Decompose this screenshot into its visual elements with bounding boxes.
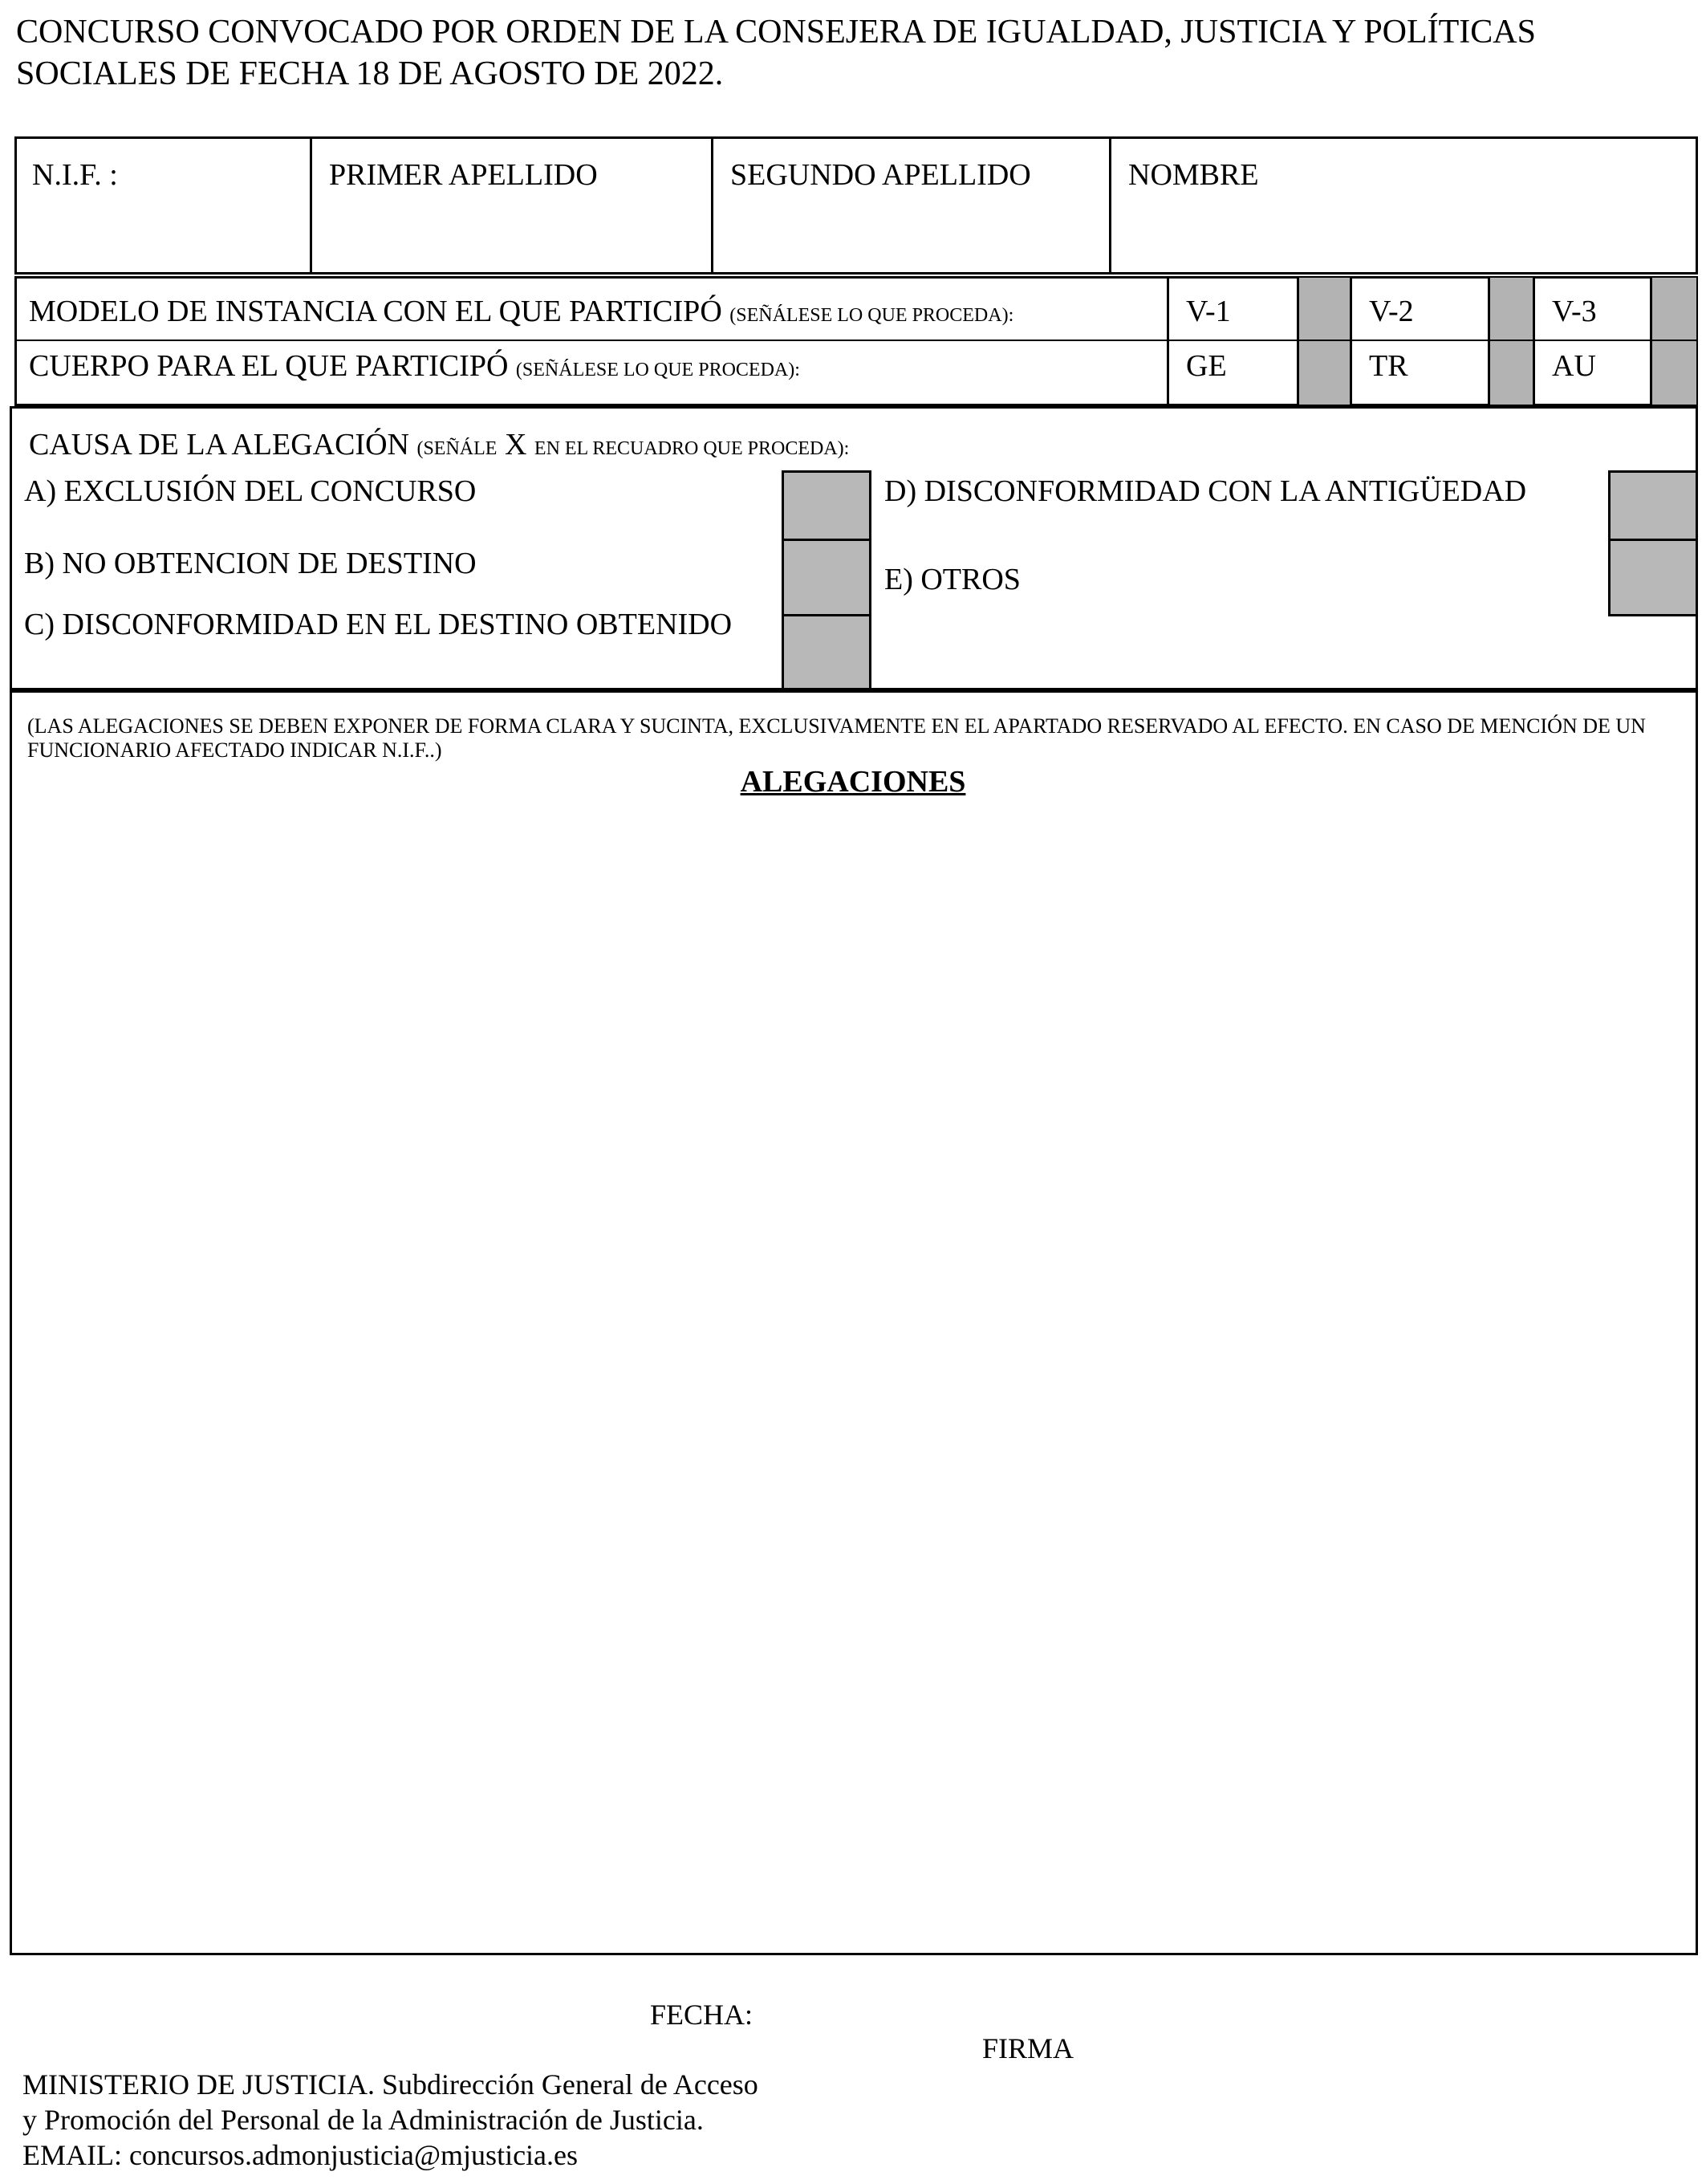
- causa-option-c: C) DISCONFORMIDAD EN EL DESTINO OBTENIDO: [24, 608, 733, 641]
- checkbox-a[interactable]: [782, 470, 871, 541]
- firma-label: FIRMA: [982, 2032, 1074, 2064]
- checkbox-e[interactable]: [1608, 539, 1698, 616]
- alegaciones-heading: ALEGACIONES: [740, 765, 966, 799]
- title-line-2: SOCIALES DE FECHA 18 DE AGOSTO DE 2022.: [16, 55, 724, 92]
- email-line: EMAIL: concursos.admonjusticia@mjusticia.es: [22, 2139, 579, 2171]
- cuerpo-label: CUERPO PARA EL QUE PARTICIPÓ (SEÑÁLESE LO QUE PROCEDA):: [29, 349, 800, 383]
- causa-option-b: B) NO OBTENCION DE DESTINO: [24, 547, 477, 580]
- alegaciones-box[interactable]: [10, 690, 1698, 1955]
- checkbox-b[interactable]: [782, 539, 871, 616]
- checkbox-d[interactable]: [1608, 470, 1698, 541]
- option-v2[interactable]: V-2: [1369, 295, 1414, 328]
- title-line-1: CONCURSO CONVOCADO POR ORDEN DE LA CONSEJERA DE IGUALDAD, JUSTICIA Y POLÍTICAS: [16, 14, 1536, 51]
- causa-option-a: A) EXCLUSIÓN DEL CONCURSO: [24, 474, 477, 508]
- alegaciones-note: (LAS ALEGACIONES SE DEBEN EXPONER DE FORMA CLARA Y SUCINTA, EXCLUSIVAMENTE EN EL APARTADO RESERVADO AL EFECTO. EN CASO DE MENCIÓN DE UN FUNCIONARIO AFECTADO INDICAR N.I.F..): [27, 714, 1646, 762]
- checkbox-c[interactable]: [782, 614, 871, 690]
- option-tr[interactable]: TR: [1369, 349, 1408, 383]
- ministry-line-2: y Promoción del Personal de la Administración de Justicia.: [22, 2104, 704, 2136]
- ministry-line-1: MINISTERIO DE JUSTICIA. Subdirección General de Acceso: [22, 2068, 758, 2101]
- causa-label: CAUSA DE LA ALEGACIÓN (SEÑÁLE X EN EL RECUADRO QUE PROCEDA):: [29, 428, 850, 462]
- causa-option-d: D) DISCONFORMIDAD CON LA ANTIGÜEDAD: [884, 474, 1527, 508]
- option-v1[interactable]: V-1: [1186, 295, 1231, 328]
- fecha-label: FECHA:: [650, 1999, 753, 2031]
- option-ge[interactable]: GE: [1186, 349, 1227, 383]
- option-v3[interactable]: V-3: [1552, 295, 1597, 328]
- nombre-field[interactable]: NOMBRE: [1128, 158, 1259, 192]
- primer-apellido-field[interactable]: PRIMER APELLIDO: [329, 158, 598, 192]
- segundo-apellido-field[interactable]: SEGUNDO APELLIDO: [730, 158, 1031, 192]
- option-au[interactable]: AU: [1552, 349, 1596, 383]
- nif-field[interactable]: N.I.F. :: [32, 158, 118, 192]
- causa-option-e: E) OTROS: [884, 563, 1021, 596]
- modelo-label: MODELO DE INSTANCIA CON EL QUE PARTICIPÓ (SEÑÁLESE LO QUE PROCEDA):: [29, 295, 1014, 328]
- page-title: [16, 11, 1701, 95]
